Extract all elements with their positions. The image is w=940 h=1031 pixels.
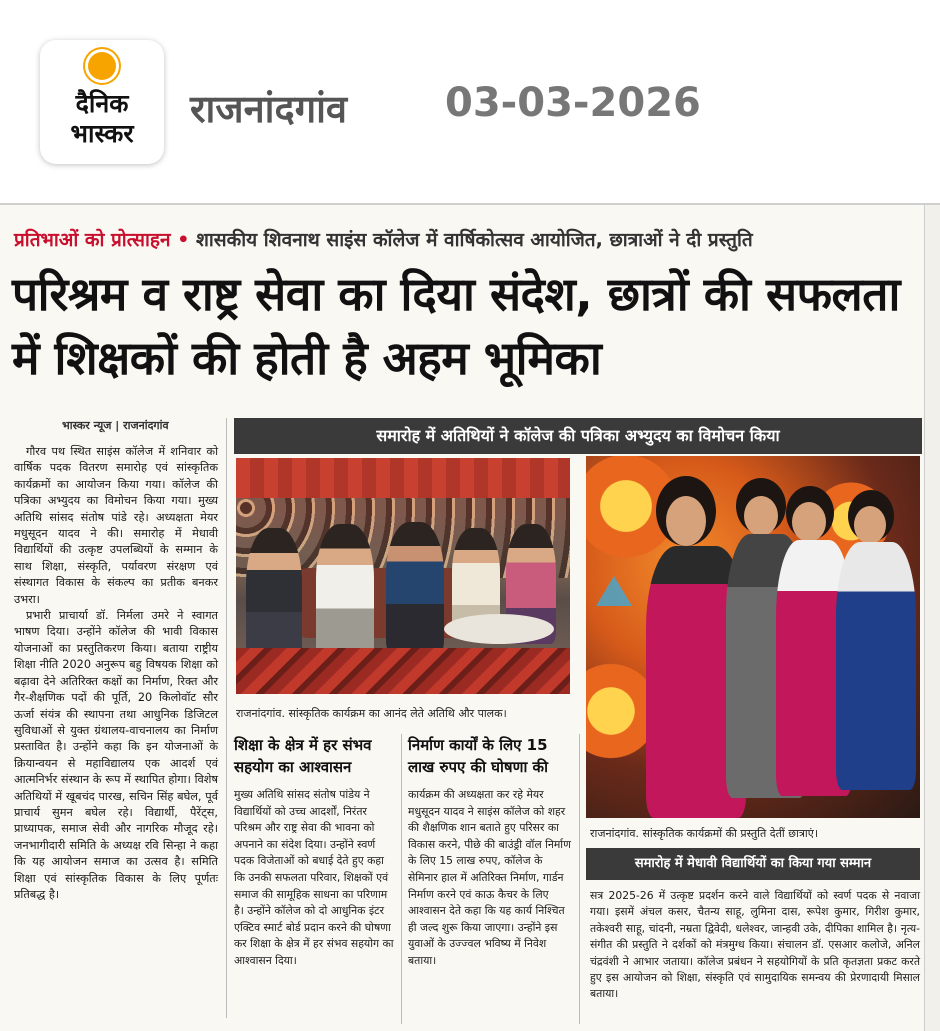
article-column-1 bbox=[14, 444, 218, 903]
stage-backdrop bbox=[236, 458, 570, 498]
edition-date: 03-03-2026 bbox=[445, 80, 701, 126]
photo-caption-2: राजनांदगांव. सांस्कृतिक कार्यक्रमों की प्रस्तुति देतीं छात्राएं। bbox=[590, 827, 818, 840]
column-rule bbox=[401, 734, 402, 1024]
carpet bbox=[236, 648, 570, 694]
paragraph: गौरव पथ स्थित साइंस कॉलेज में शनिवार को वार्षिक पदक वितरण समारोह एवं सांस्कृतिक कार्यक्रमों का आयोजन किया गया। कॉलेज की पत्रिका अभ्युदय का विमोचन किया गया। मुख्य अतिथि सांसद संतोष पांडे रहे। अध्यक्षता मेयर मधुसूदन यादव ने की। समारोह में मेधावी विद्यार्थियों की उत्कृष्ट उपलब्धियों के सम्मान के साथ शिक्षा, संस्कृति, पर्यावरण संरक्षण एवं संस्थागत विकास के संकल्प का प्रतीक बनकर उभरा। bbox=[14, 445, 218, 606]
column-rule bbox=[579, 734, 580, 1024]
sun-icon bbox=[88, 52, 116, 80]
logo-text-line1: दैनिक bbox=[75, 89, 129, 118]
column-rule bbox=[226, 418, 227, 1018]
kicker-separator: • bbox=[170, 229, 196, 251]
article-column-4: सत्र 2025-26 में उत्कृष्ट प्रदर्शन करने वाले विद्यार्थियों को स्वर्ण पदक से नवाजा गया। इसमें अंचल कसर, चैतन्य साहू, लुमिना दास, रूपेश कुमार, गिरीश कुमार, तकेश्वरी साहू, चांदनी, नम्रता द्विवेदी, धलेश्वर, जान्हवी उके, दीपिका शामिल है। नृत्य-संगीत की प्रस्तुति ने दर्शकों को मंत्रमुग्ध किया। संचालन डॉ. एसआर कलोजे, अनिल चंद्रवंशी ने आभार जताया। कॉलेज प्रबंधन ने सहयोगियों के प्रति कृतज्ञता प्रकट करते हुए इस आयोजन को शिक्षा, संस्कृति एवं सामुदायिक समन्वय की प्रेरणादायी मिसाल बताया। bbox=[590, 889, 920, 1001]
dancer-figure bbox=[836, 490, 916, 790]
dainik-bhaskar-logo[interactable] bbox=[40, 40, 164, 164]
photo-caption-1: राजनांदगांव. सांस्कृतिक कार्यक्रम का आनंद लेते अतिथि और पालक। bbox=[236, 707, 507, 720]
edition-city: राजनांदगांव bbox=[190, 87, 348, 131]
coffee-table bbox=[444, 614, 554, 644]
photo-banner: समारोह में अतिथियों ने कॉलेज की पत्रिका अभ्युदय का विमोचन किया bbox=[234, 418, 922, 454]
subheading-announcement: निर्माण कार्यों के लिए 15 लाख रुपए की घोषणा की bbox=[408, 736, 548, 776]
kicker-text: शासकीय शिवनाथ साइंस कॉलेज में वार्षिकोत्सव आयोजित, छात्राओं ने दी प्रस्तुति bbox=[195, 229, 753, 251]
page-header bbox=[0, 0, 940, 200]
article-column-2: मुख्य अतिथि सांसद संतोष पांडेय ने विद्यार्थियों को उच्च आदर्शों, निरंतर परिश्रम और राष्ट्र सेवा की भावना को अपनाने का संदेश दिया। उन्होंने स्वर्ण पदक विजेताओं को बधाई देते हुए कहा कि उनकी सफलता परिवार, शिक्षकों एवं समाज की सामूहिक साधना का परिणाम है। उन्होंने कॉलेज को दो आधुनिक इंटर एक्टिव स्मार्ट बोर्ड प्रदान करने की घोषणा कर शिक्षा के क्षेत्र में हर संभव सहयोग का आश्वासन दिया। bbox=[234, 788, 394, 967]
dance-performance-photo bbox=[586, 456, 920, 818]
section-banner: समारोह में मेधावी विद्यार्थियों का किया गया सम्मान bbox=[586, 848, 920, 880]
adjacent-column-edge bbox=[924, 205, 940, 1031]
logo-text-line2: भास्कर bbox=[70, 119, 134, 148]
kicker bbox=[14, 226, 753, 252]
guest-figure bbox=[386, 522, 444, 654]
kicker-label: प्रतिभाओं को प्रोत्साहन bbox=[14, 229, 171, 251]
article-column-3: कार्यक्रम की अध्यक्षता कर रहे मेयर मधुसूदन यादव ने साइंस कॉलेज को शहर की शैक्षणिक शान बताते हुए परिसर का विकास करने, पीछे की बाउंड्री वॉल निर्माण के लिए 15 लाख रुपए, कॉलेज के सेमिनार हाल में अतिरिक्त निर्माण, गार्डन निर्माण करने एवं काऊ कैचर के लिए आश्वासन देते कहा कि यह कार्य निश्चित ही जल्द शुरू किया जाएगा। उन्होंने इस युवाओं के उज्ज्वल भविष्य में निवेश बताया। bbox=[408, 788, 571, 967]
byline: भास्कर न्यूज | राजनांदगांव bbox=[62, 419, 169, 432]
subheading-support: शिक्षा के क्षेत्र में हर संभव सहयोग का आश्वासन bbox=[234, 736, 372, 776]
decor bbox=[596, 576, 632, 606]
paragraph: प्रभारी प्राचार्या डॉ. निर्मला उमरे ने स्वागत भाषण दिया। उन्होंने कॉलेज की भावी विकास योजनाओं का प्रस्तुतिकरण किया। बताया राष्ट्रीय शिक्षा नीति 2020 अनुरूप बहु विषयक शिक्षा को बढ़ावा देने अतिरिक्त कक्षों का निर्माण, रिक्त और गैर-शैक्षणिक पदों की पूर्ति, 20 किलोवॉट सौर ऊर्जा संयंत्र की स्थापना तथा आधुनिक डिजिटल सुविधाओं से युक्त ग्रंथालय-वाचनालय का निर्माण प्रस्तावित है। उन्होंने कहा कि इन योजनाओं के क्रियान्वयन से महाविद्यालय एक आदर्श एवं आत्मनिर्भर संस्थान के रूप में स्थापित होगा। विशेष अतिथियों में खूबचंद पारख, सचिन सिंह बघेल, पूर्व प्राचार्य सुमन बघेल रहे। विद्यार्थी, पैरेंट्स, प्राध्यापक, समाज सेवी और नागरिक मौजूद रहे। जनभागीदारी समिति के अध्यक्ष रवि सिन्हा ने कहा कि यह आयोजन समाज का उत्सव है। समिति शिक्षा एवं सांस्कृतिक विकास के लिए पूर्णतः प्रतिबद्ध है। bbox=[14, 609, 218, 901]
divider bbox=[0, 203, 940, 205]
guest-figure bbox=[316, 524, 374, 660]
article-headline: परिश्रम व राष्ट्र सेवा का दिया संदेश, छात्रों की सफलता में शिक्षकों की होती है अहम भूमिका bbox=[12, 267, 900, 385]
guest-figure bbox=[246, 528, 302, 668]
audience-photo bbox=[236, 458, 570, 694]
